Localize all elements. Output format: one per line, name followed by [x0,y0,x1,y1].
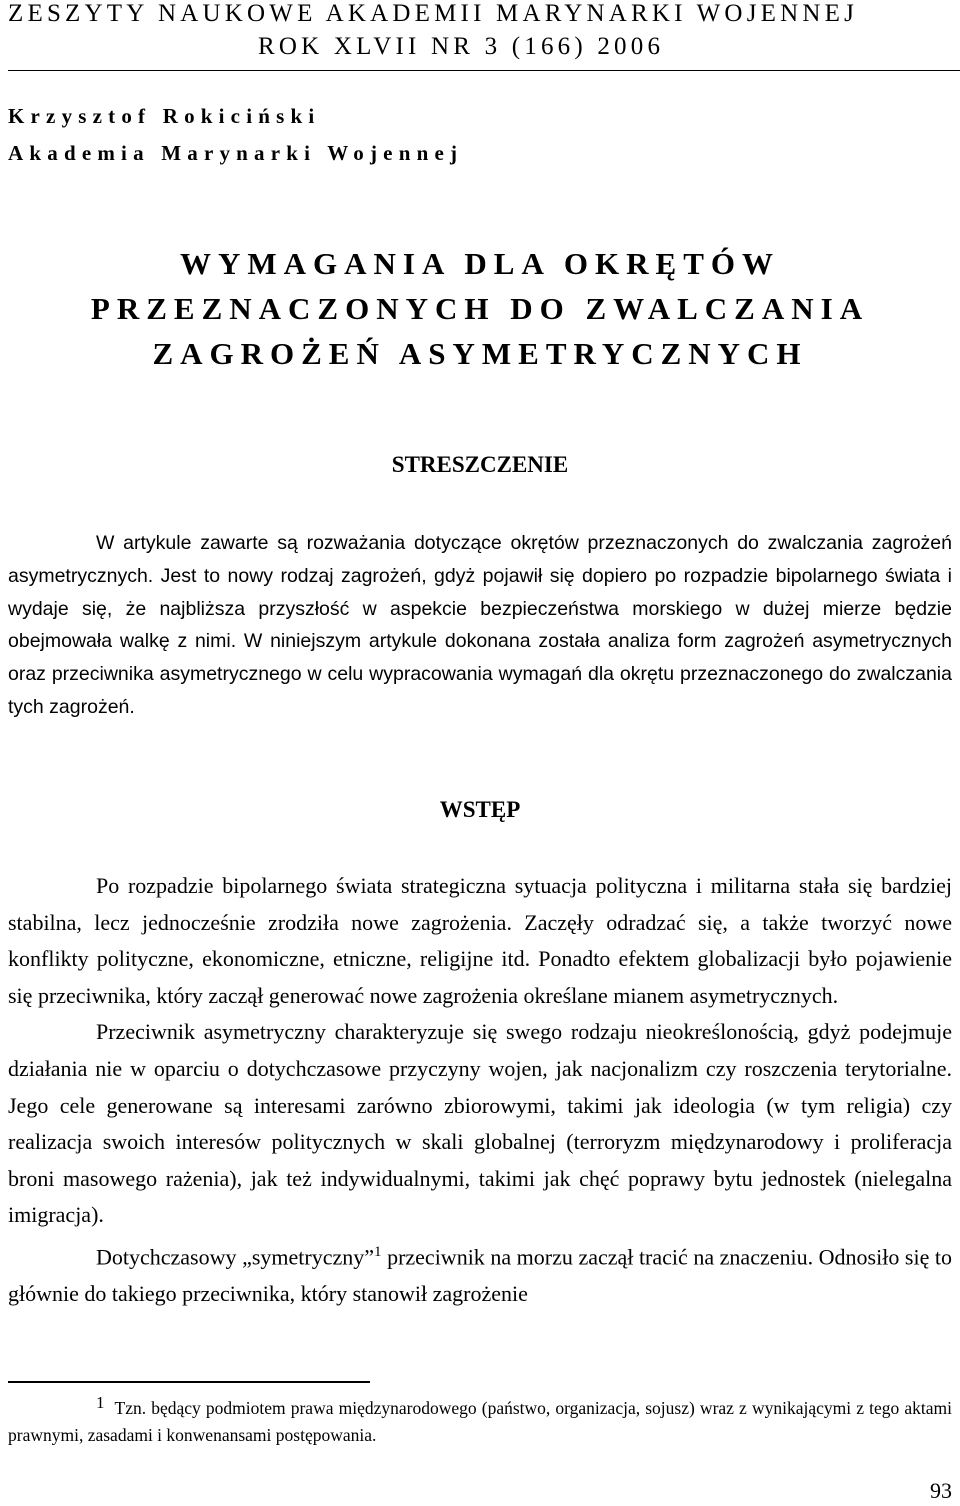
journal-issue: ROK XLVII NR 3 (166) 2006 [258,33,665,60]
paragraph-1: Po rozpadzie bipolarnego świata strategiczna sytuacja polityczna i militarna stała się bardziej stabilna, lecz jednocześnie zrodziła nowe zagrożenia. Zaczęły odradzać się, a także tworzyć nowe konflikty polityczne, ekonomiczne, etniczne, religijne itd. Ponadto efektem globalizacji było pojawienie się przeciwnika, który zaczął generować nowe zagrożenia określane mianem asymetrycznych. [8,873,952,1008]
header-rule [8,70,960,71]
body-text [8,868,952,1312]
author-affiliation: Akademia Marynarki Wojennej [8,141,464,165]
footnote-marker: 1 [96,1393,105,1412]
paragraph-3-start: Dotychczasowy „symetryczny” [96,1244,375,1270]
section-heading: WSTĘP [439,797,521,822]
abstract-text [8,527,952,724]
article-title-line-3: ZAGROŻEŃ ASYMETRYCZNYCH [152,336,808,371]
article-title-line-2: PRZEZNACZONYCH DO ZWALCZANIA [90,291,870,326]
abstract-heading: STRESZCZENIE [391,452,569,477]
footnote-reference: 1 [374,1243,382,1260]
paragraph-3 [8,1234,952,1313]
paragraph-2: Przeciwnik asymetryczny charakteryzuje się swego rodzaju nieokreślonością, gdyż podejmuje działania nie w oparciu o dotychczasowe przyczyny wojen, jak nacjonalizm czy roszczenia terytorialne. Jego cele generowane są interesami zarówno zbiorowymi, takimi jak ideologia (w tym religia) czy realizacja swoich interesów politycznych w skali globalnej (terroryzm międzynarodowy i proliferacja broni masowego rażenia), jak też indywidualnymi, takimi jak chęć poprawy bytu jednostek (nielegalna imigracja). [8,1019,952,1228]
paragraph-3-rest: przeciwnik na morzu zaczął tracić na znaczeniu. Odnosiło się to głównie do takiego przeciwnika, który stanowił zagrożenie [8,1244,953,1306]
abstract-body: W artykule zawarte są rozważania dotyczące okrętów przeznaczonych do zwalczania zagrożeń asymetrycznych. Jest to nowy rodzaj zagrożeń, gdyż pojawił się dopiero po rozpadzie bipolarnego świata i wydaje się, że najbliższa przyszłość w aspekcie bezpieczeństwa morskiego w dużej mierze będzie obejmowała walkę z nimi. W niniejszym artykule dokonana została analiza form zagrożeń asymetrycznych oraz przeciwnika asymetrycznego w celu wypracowania wymagań dla okrętu przeznaczonego do zwalczania tych zagrożeń. [8,532,952,718]
footnote-rule [8,1381,370,1383]
author-name: Krzysztof Rokiciński [8,104,321,128]
footnote [8,1395,952,1449]
page-number: 93 [930,1478,952,1503]
article-title-line-1: WYMAGANIA DLA OKRĘTÓW [180,246,780,281]
footnote-text: Tzn. będący podmiotem prawa międzynarodowego (państwo, organizacja, sojusz) wraz z wynikającymi z tego aktami prawnymi, zasadami i konwenansami postępowania. [8,1398,952,1445]
journal-title: ZESZYTY NAUKOWE AKADEMII MARYNARKI WOJENNEJ [8,0,858,27]
